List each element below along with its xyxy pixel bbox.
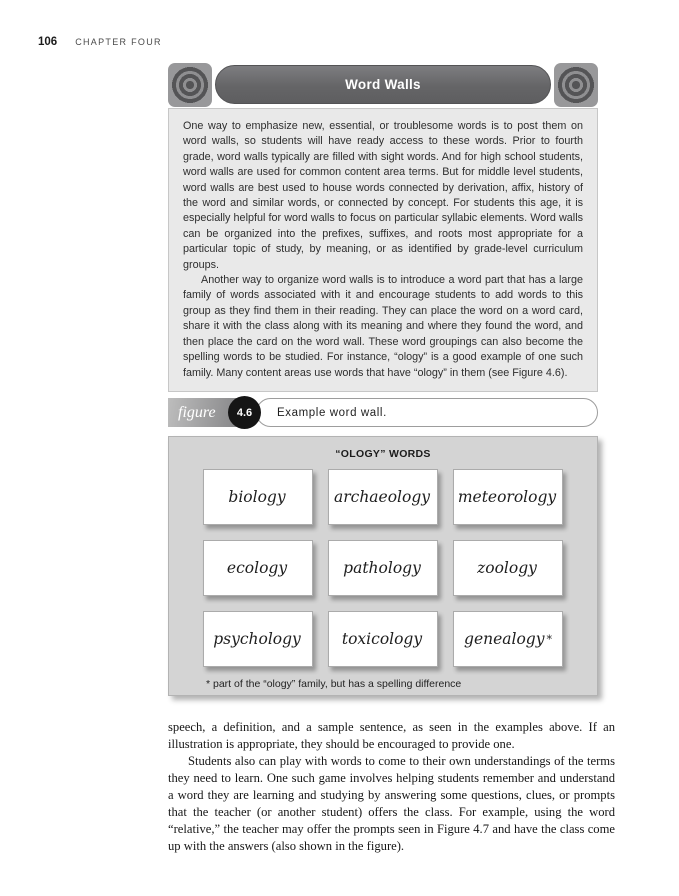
panel-footnote: * part of the “ology” family, but has a spelling difference <box>206 678 462 690</box>
running-head <box>38 36 162 48</box>
figure-label: figure <box>178 403 216 421</box>
word-walls-paragraph-1: One way to emphasize new, essential, or troublesome words is to post them on word walls, so students will have ready access to these words. Prior to fourth grade, word walls typically are filled with sight words. And for high school students, word walls are used for common content area terms. But for middle level students, word walls are best used to house words connected by derivation, affix, history of the word and similar words, or connected by concept. For students this age, it is especially helpful for word walls to focus on particular syllabic elements. Word walls can be organized into the prefixes, suffixes, and roots most appropriate for a particular topic of study, by meaning, or as identified by grade-level curriculum groups. <box>183 120 583 271</box>
word-walls-title: Word Walls <box>345 77 421 92</box>
word-card <box>328 469 438 525</box>
panel-title: “OLOGY” WORDS <box>335 448 431 460</box>
word-walls-box <box>168 62 598 392</box>
bullseye-icon <box>168 63 212 107</box>
figure-caption: Example word wall. <box>277 406 387 419</box>
card-word: psychology <box>213 630 301 648</box>
word-wall-figure-panel <box>168 436 598 696</box>
body-paragraph-1: speech, a definition, and a sample sentence, as seen in the examples above. If an illustration is appropriate, they should be encouraged to provide one. <box>168 720 615 751</box>
word-card <box>453 540 563 596</box>
word-card <box>453 469 563 525</box>
chapter-title: CHAPTER FOUR <box>75 37 162 47</box>
word-walls-title-banner <box>215 65 551 104</box>
word-card <box>203 611 313 667</box>
card-word: toxicology <box>341 630 423 648</box>
word-walls-body <box>168 108 598 392</box>
card-word: biology <box>228 488 286 506</box>
word-card <box>203 540 313 596</box>
card-word: pathology <box>343 559 421 577</box>
word-card <box>203 469 313 525</box>
figure-caption-row <box>168 398 598 428</box>
body-text <box>168 719 615 855</box>
word-card <box>328 611 438 667</box>
word-card <box>328 540 438 596</box>
card-word: ecology <box>226 559 288 577</box>
figure-number: 4.6 <box>236 406 253 419</box>
word-walls-header <box>168 62 598 108</box>
body-paragraph-2: Students also can play with words to come to their own understandings of the terms they need to learn. One such game involves helping students remember and understand a word they are learning and studying by answering some questions, clues, or prompts that the teacher (or another student) offers the class. For example, using the word “relative,” the teacher may offer the prompts seen in Figure 4.7 and have the class come up with the answers (also shown in the figure). <box>168 754 615 853</box>
page-number: 106 <box>38 36 58 48</box>
card-word: genealogy <box>464 630 545 648</box>
card-word: archaeology <box>333 488 431 506</box>
card-asterisk: * <box>546 632 552 646</box>
bullseye-icon <box>554 63 598 107</box>
figure-number-badge <box>228 396 261 429</box>
card-word: meteorology <box>457 488 557 506</box>
word-card-grid <box>203 469 563 667</box>
word-walls-paragraph-2: Another way to organize word walls is to introduce a word part that has a large family of words associated with it and encourage students to add words to this group as they find them in their reading. They can place the word on a word card, share it with the class along with its meaning and where they found the word, and then place the card on the word wall. These word groupings can also become the spelling words to be studied. For instance, “ology” is a good example of one such family. Many content areas use words that have “ology” in them (see Figure 4.6). <box>183 274 583 379</box>
figure-caption-pill <box>256 398 598 427</box>
word-card <box>453 611 563 667</box>
card-word: zoology <box>477 559 537 577</box>
